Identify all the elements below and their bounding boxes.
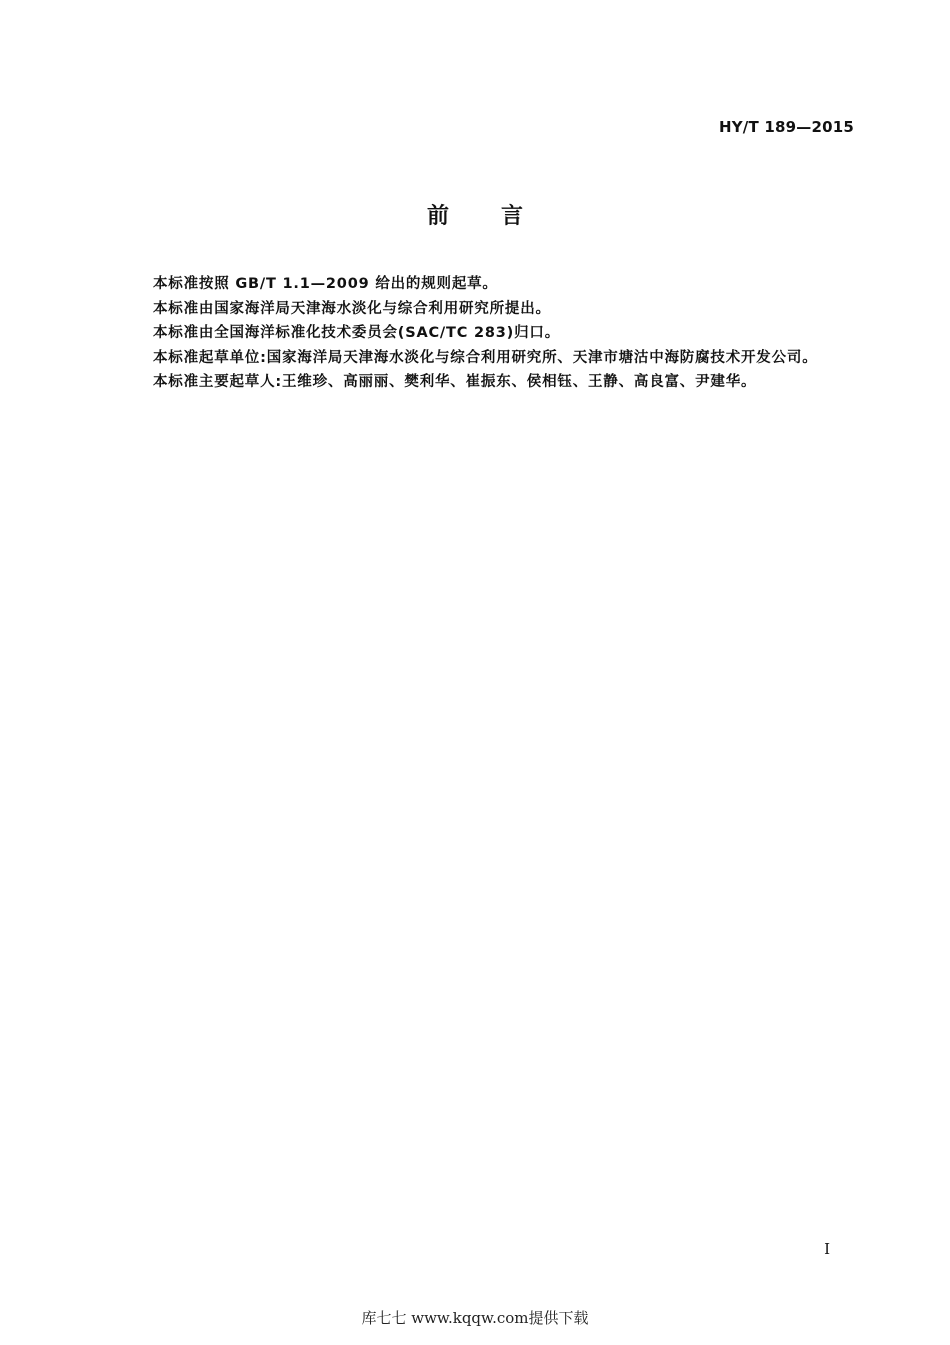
paragraph: 本标准由国家海洋局天津海水淡化与综合利用研究所提出。	[153, 300, 551, 317]
page-number: I	[824, 1240, 830, 1258]
page-title: 前言	[426, 204, 575, 229]
download-footer: 库七七 www.kqqw.com提供下载	[361, 1309, 589, 1327]
foreword-body	[122, 272, 856, 395]
paragraph: 本标准按照 GB/T 1.1—2009 给出的规则起草。	[153, 276, 498, 292]
standard-code: HY/T 189—2015	[718, 118, 854, 136]
paragraph: 本标准主要起草人:王维珍、高丽丽、樊利华、崔振东、侯相钰、王静、高良富、尹建华。	[153, 374, 757, 390]
paragraph: 本标准由全国海洋标准化技术委员会(SAC/TC 283)归口。	[153, 325, 561, 341]
paragraph: 本标准起草单位:国家海洋局天津海水淡化与综合利用研究所、天津市塘沽中海防腐技术开发公司。	[153, 349, 818, 366]
